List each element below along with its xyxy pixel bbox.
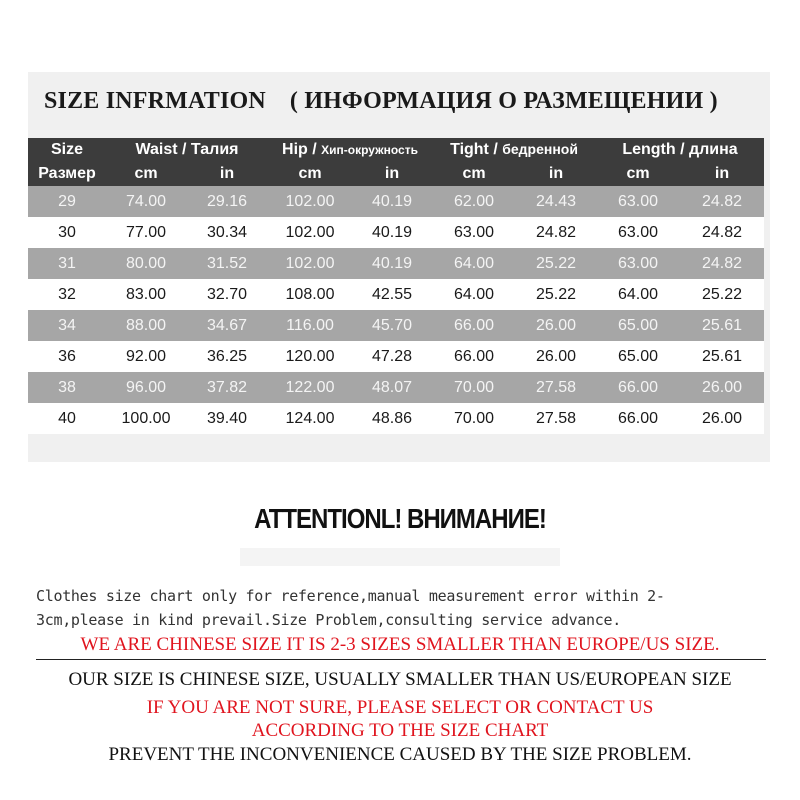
according-text: ACCORDING TO THE SIZE CHART (251, 720, 549, 741)
table-row (28, 279, 764, 310)
measure-cell: 47.28 (352, 341, 432, 372)
measure-cell: 66.00 (596, 403, 680, 434)
measure-cell: 64.00 (432, 279, 516, 310)
table-row (28, 372, 764, 403)
measure-cell: 31.52 (186, 248, 268, 279)
table-row (28, 186, 764, 217)
page-title (44, 88, 764, 128)
note-line-1: Clothes size chart only for reference,manual measurement error within 2- (36, 587, 665, 605)
measure-cell: 40.19 (352, 217, 432, 248)
measure-cell: 45.70 (352, 310, 432, 341)
header-unit-in: in (186, 162, 268, 186)
measure-cell: 66.00 (596, 372, 680, 403)
measure-cell: 40.19 (352, 248, 432, 279)
measure-cell: 24.82 (680, 248, 764, 279)
header-unit-cm: cm (268, 162, 352, 186)
measure-cell: 120.00 (268, 341, 352, 372)
note-line-2: 3cm,please in kind prevail.Size Problem,consulting service advance. (36, 611, 621, 629)
header-unit-in: in (516, 162, 596, 186)
table-row (28, 217, 764, 248)
measure-cell: 63.00 (596, 217, 680, 248)
measure-cell: 39.40 (186, 403, 268, 434)
measure-cell: 116.00 (268, 310, 352, 341)
header-size: Size (28, 138, 106, 162)
measure-cell: 64.00 (432, 248, 516, 279)
measure-cell: 25.61 (680, 310, 764, 341)
measure-cell: 24.82 (680, 186, 764, 217)
measure-cell: 26.00 (680, 403, 764, 434)
measure-cell: 29.16 (186, 186, 268, 217)
measure-cell: 124.00 (268, 403, 352, 434)
measure-cell: 64.00 (596, 279, 680, 310)
our-size-text: OUR SIZE IS CHINESE SIZE, USUALLY SMALLER THAN US/EUROPEAN SIZE (68, 669, 732, 690)
measure-cell: 32.70 (186, 279, 268, 310)
measure-cell: 40.19 (352, 186, 432, 217)
measure-cell: 102.00 (268, 217, 352, 248)
measure-cell: 77.00 (106, 217, 186, 248)
measure-cell: 102.00 (268, 248, 352, 279)
measure-cell: 48.86 (352, 403, 432, 434)
header-length: Length / длина (596, 138, 764, 162)
measure-cell: 102.00 (268, 186, 352, 217)
measure-cell: 63.00 (432, 217, 516, 248)
prevent-text: PREVENT THE INCONVENIENCE CAUSED BY THE SIZE PROBLEM. (108, 744, 692, 765)
measure-cell: 70.00 (432, 372, 516, 403)
size-cell: 32 (28, 279, 106, 310)
title-ru: ( ИНФОРМАЦИЯ О РАЗМЕЩЕНИИ ) (289, 88, 718, 114)
reference-note (36, 584, 766, 632)
measure-cell: 25.22 (680, 279, 764, 310)
measure-cell: 48.07 (352, 372, 432, 403)
measure-cell: 62.00 (432, 186, 516, 217)
measure-cell: 66.00 (432, 341, 516, 372)
size-cell: 38 (28, 372, 106, 403)
header-unit-in: in (680, 162, 764, 186)
measure-cell: 26.00 (516, 341, 596, 372)
attention-heading: ATTENTIONL! ВНИМАНИЕ! (254, 503, 546, 535)
attention-shadow (240, 548, 560, 566)
table-header-row-1 (28, 138, 764, 162)
not-sure-text: IF YOU ARE NOT SURE, PLEASE SELECT OR CONTACT US (146, 697, 654, 718)
size-cell: 36 (28, 341, 106, 372)
measure-cell: 42.55 (352, 279, 432, 310)
measure-cell: 27.58 (516, 372, 596, 403)
measure-cell: 92.00 (106, 341, 186, 372)
measure-cell: 34.67 (186, 310, 268, 341)
measure-cell: 80.00 (106, 248, 186, 279)
size-cell: 40 (28, 403, 106, 434)
header-hip: Hip / Хип-окружность (268, 138, 432, 162)
measure-cell: 24.82 (680, 217, 764, 248)
measure-cell: 25.61 (680, 341, 764, 372)
table-row (28, 403, 764, 434)
measure-cell: 26.00 (680, 372, 764, 403)
chinese-size-warning: WE ARE CHINESE SIZE IT IS 2-3 SIZES SMALLER THAN EUROPE/US SIZE. (80, 634, 720, 655)
measure-cell: 88.00 (106, 310, 186, 341)
table-row (28, 248, 764, 279)
measure-cell: 70.00 (432, 403, 516, 434)
header-tight: Tight / бедренной (432, 138, 596, 162)
table-row (28, 310, 764, 341)
measure-cell: 25.22 (516, 248, 596, 279)
measure-cell: 74.00 (106, 186, 186, 217)
size-cell: 29 (28, 186, 106, 217)
measure-cell: 26.00 (516, 310, 596, 341)
measure-cell: 65.00 (596, 310, 680, 341)
measure-cell: 96.00 (106, 372, 186, 403)
size-cell: 31 (28, 248, 106, 279)
measure-cell: 24.43 (516, 186, 596, 217)
measure-cell: 83.00 (106, 279, 186, 310)
measure-cell: 36.25 (186, 341, 268, 372)
measure-cell: 24.82 (516, 217, 596, 248)
size-cell: 30 (28, 217, 106, 248)
header-unit-cm: cm (432, 162, 516, 186)
table-header-row-2 (28, 162, 764, 186)
measure-cell: 66.00 (432, 310, 516, 341)
measure-cell: 108.00 (268, 279, 352, 310)
measure-cell: 30.34 (186, 217, 268, 248)
measure-cell: 63.00 (596, 248, 680, 279)
measure-cell: 25.22 (516, 279, 596, 310)
measure-cell: 100.00 (106, 403, 186, 434)
size-table (28, 138, 764, 434)
table-row (28, 341, 764, 372)
measure-cell: 37.82 (186, 372, 268, 403)
header-unit-in: in (352, 162, 432, 186)
measure-cell: 63.00 (596, 186, 680, 217)
header-unit-cm: cm (596, 162, 680, 186)
size-cell: 34 (28, 310, 106, 341)
header-size-ru: Размер (28, 162, 106, 186)
measure-cell: 65.00 (596, 341, 680, 372)
title-en: SIZE INFRMATION (44, 88, 266, 114)
measure-cell: 27.58 (516, 403, 596, 434)
header-waist: Waist / Талия (106, 138, 268, 162)
header-unit-cm: cm (106, 162, 186, 186)
measure-cell: 122.00 (268, 372, 352, 403)
divider (36, 659, 766, 660)
